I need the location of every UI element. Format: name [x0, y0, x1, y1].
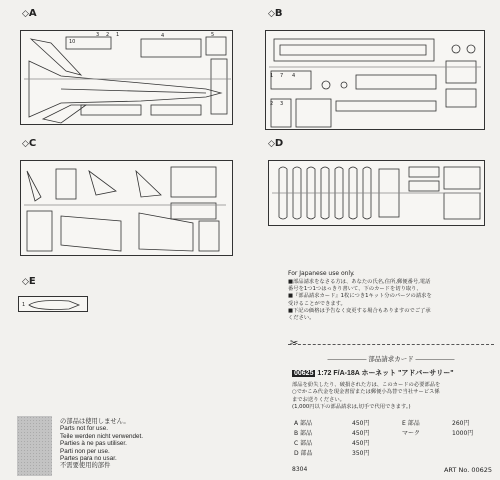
- card-product-line: 00625 1:72 F/A-18A ホーネット "アドバーサリー": [294, 370, 454, 377]
- parts-request-card: [288, 348, 494, 476]
- price-cell: 1000円: [452, 430, 474, 437]
- sprue-e: [18, 296, 88, 312]
- section-c-label: ◇C: [22, 138, 37, 149]
- sprue-d-drawing: [269, 161, 486, 227]
- sprue-a: [20, 30, 233, 125]
- section-a-label: ◇A: [22, 8, 37, 19]
- scissors-icon: ✂: [290, 338, 299, 349]
- part-number: 1: [116, 32, 120, 38]
- price-row: [292, 448, 492, 458]
- sprue-e-drawing: [19, 297, 89, 313]
- parts-not-for-use: の部品は使用しません。 Parts not for use. Teile werden nicht verwendet. Parties à ne pas utiliser. Parti non per use. Partes para no usar. 不需要使用的部件: [60, 418, 143, 470]
- price-cell: 450円: [352, 420, 370, 427]
- for-japanese-label: For Japanese use only.: [288, 270, 355, 277]
- part-number: 10: [69, 39, 76, 45]
- product-code-badge: 00625: [294, 370, 314, 377]
- section-b-label: ◇B: [268, 8, 283, 19]
- part-number: 4: [292, 73, 296, 79]
- sprue-d: [268, 160, 485, 226]
- sprue-a-drawing: [21, 31, 234, 126]
- price-cell: 450円: [352, 430, 370, 437]
- part-number: 2: [106, 32, 110, 38]
- part-number: 3: [280, 101, 284, 107]
- art-number: ART No. 00625: [443, 466, 492, 474]
- price-cell: 450円: [352, 440, 370, 447]
- price-cell: E 部品: [402, 420, 420, 427]
- sprue-b-drawing: [266, 31, 486, 131]
- unused-parts-swatch: [17, 416, 52, 476]
- sprue-b: [265, 30, 485, 130]
- part-number: 1: [270, 73, 274, 79]
- price-row: [292, 428, 492, 438]
- price-cell: B 部品: [294, 430, 313, 437]
- cut-line: [288, 344, 494, 345]
- price-row: [292, 438, 492, 448]
- part-number: 7: [280, 73, 284, 79]
- part-number: 5: [211, 32, 215, 38]
- card-body: 部品を紛失したり、破損された方は、このカードの必要部品を ○でかこみ代金を現金書留または郵便小為替で当社サービス係 までお送りください。 (1,000円以下の部品請求は,切手で代用できます。): [292, 382, 441, 411]
- sprue-c: [20, 160, 233, 256]
- price-cell: C 部品: [294, 440, 313, 447]
- price-cell: D 部品: [294, 450, 313, 457]
- price-table: [292, 418, 492, 458]
- sprue-c-drawing: [21, 161, 234, 257]
- price-cell: マーク: [402, 430, 421, 437]
- japanese-notice: ■部品請求をなさる方は、あなたの氏名,住所,郵便番号,電話 番号を1つ1つはっきり書いて、下のカードを切り取り、 ■『部品請求カード』1枚につき1キット分のパーツの請求を 受けることができます。 ■下記の価格は予告なく変更する場合もありますのでご了承 ください。: [288, 279, 432, 322]
- part-number: 3: [96, 32, 100, 38]
- price-cell: 350円: [352, 450, 370, 457]
- price-cell: A 部品: [294, 420, 313, 427]
- part-number: 2: [270, 101, 274, 107]
- part-number: 1: [22, 302, 26, 308]
- part-number: 4: [161, 33, 165, 39]
- card-title: ―――――― 部品請求カード ――――――: [327, 356, 455, 363]
- section-e-label: ◇E: [22, 276, 36, 287]
- price-cell: 260円: [452, 420, 470, 427]
- footer-code: 8304: [292, 466, 308, 473]
- price-row: [292, 418, 492, 428]
- section-d-label: ◇D: [268, 138, 284, 149]
